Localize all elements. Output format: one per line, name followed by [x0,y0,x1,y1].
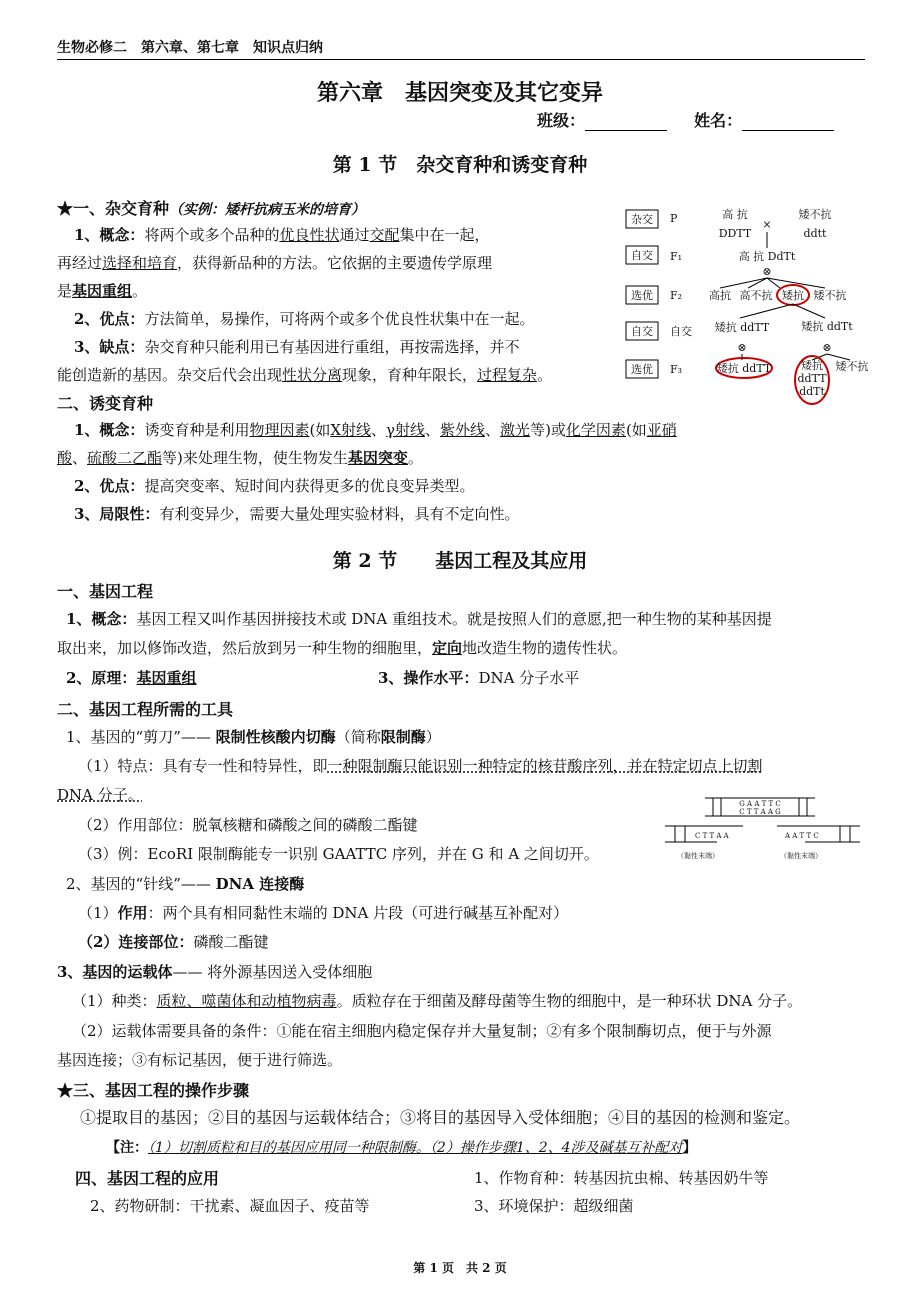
recognition-seq-bottom: C T T A A G [739,808,781,816]
scissors-feature-line2 [57,785,143,805]
cross-concept-line2 [57,253,492,273]
text: 、 [72,449,88,467]
underlined-term: 定向 [432,639,463,657]
concept-label: 1、概念： [74,421,145,439]
text: 基因工程又叫作基因拼接技术或 DNA 重组技术。就是按照人们的意愿,把一种生物的某种基因提 [136,610,772,628]
name-blank[interactable] [742,114,834,131]
f2-dwarf-resistant: 矮抗 [782,289,804,302]
underlined-term: 基因突变 [347,449,408,467]
mut-advantage [74,476,474,496]
underlined-term: 质粒、噬菌体和动植物病毒 [156,992,337,1010]
underlined-term: γ射线 [386,421,425,439]
gen-self: 自交 [670,325,692,338]
text: ） [425,728,441,746]
advantage-text: 提高突变率、短时间内获得更多的优良变异类型。 [144,477,475,495]
tool-vector [57,962,372,982]
text: （简称 [335,728,381,746]
note-text: （1）切割质粒和目的基因应用同一种限制酶。（2）操作步骤1、2、4涉及碱基互补配对 [148,1140,683,1156]
text: ，获得新品种的方法。它依据的主要遗传学原理 [177,254,493,272]
underlined-term: 激光 [500,421,531,439]
text: （1）特点：具有专一性和特异性，即 [78,757,328,775]
header-rule [57,59,865,60]
row-label-self: 自交 [631,249,653,262]
text: 能创造新的基因。杂交后代会出现 [57,366,283,384]
text: 、 [485,421,501,439]
chapter-title: 第六章 基因突变及其它变异 [316,80,603,106]
text: 。质粒存在于细菌及酵母菌等生物的细胞中，是一种环状 DNA 分子。 [336,992,803,1010]
text: 。 [537,366,553,384]
heading-genetic-engineering: 一、基因工程 [57,582,154,601]
advantage-label: 2、优点： [74,310,145,328]
scissors-site: （2）作用部位：脱氧核糖和磷酸之间的磷酸二酯键 [78,816,418,834]
advantage-label: 2、优点： [74,477,145,495]
concept-label: 1、概念： [74,226,145,244]
vector-conditions-line1: （2）运载体需要具备的条件：①能在宿主细胞内稳定保存并大量复制；②有多个限制酶切点，便于与外源 [72,1022,772,1040]
heading-crossbreeding [57,196,365,219]
tool-needle [66,874,304,894]
ge-principle [66,668,196,688]
text: 2、基因的“针线”—— [66,875,211,893]
ge-level [378,668,579,688]
text: （1） [78,904,118,922]
f3-mid-ddTt: ddTt [799,385,825,398]
text: 再经过 [57,254,103,272]
text: 。 [132,282,148,300]
sticky-end-right-seq: A A T T C [785,832,819,840]
underlined-term: 交配 [369,226,400,244]
row-label-self2: 自交 [631,325,653,338]
page-number: 第 1 页 共 2 页 [413,1261,507,1275]
underlined-term: 选择和培育 [102,254,178,272]
recognition-seq-top: G A A T T C [739,800,781,808]
text: 诱变育种是利用 [144,421,250,439]
parent-left: 高 抗 [722,208,748,221]
principle-label: 2、原理： [66,669,137,687]
text: (如 [309,421,331,439]
vector-conditions-line2: 基因连接；③有标记基因，便于进行筛选。 [57,1051,343,1069]
application-environment: 3、环境保护：超级细菌 [474,1197,634,1215]
text: 1、基因的“剪刀”—— [66,728,211,746]
note-close: 】 [682,1140,697,1156]
f3-mid-label: 矮抗 [801,359,823,372]
self-symbol: ⊗ [822,341,832,354]
heading-text: ★一、杂交育种 [57,199,170,218]
disadvantage-label: 3、缺点： [74,338,145,356]
underlined-term: 紫外线 [440,421,486,439]
f3-right: 矮不抗 [835,360,869,373]
class-blank[interactable] [585,114,667,131]
section2-title: 第 2 节 基因工程及其应用 [332,550,588,572]
parent-left-genotype: DDTT [718,227,752,240]
limit-label: 3、局限性： [74,505,160,523]
heading-example: （实例：矮杆抗病玉米的培育） [169,202,366,218]
scissors-feature-line1 [78,756,763,776]
row-label-select: 选优 [631,289,653,302]
underlined-term: 优良性状 [279,226,340,244]
f1-label: 高 抗 DdTt [738,250,796,263]
class-field [537,111,834,131]
mut-limitation [74,504,519,524]
row-label-cross: 杂交 [631,213,653,226]
action-label: 作用 [117,904,148,922]
text: 取出来，加以修饰改造，然后放到另一种生物的细胞里， [57,639,433,657]
underlined-term: 基因重组 [72,282,133,300]
branch-line [748,278,767,288]
site-label: （2）连接部位： [78,933,194,951]
sticky-end-right-label: （黏性末端） [780,852,822,860]
text: 等)来处理生物，使生物发生 [162,449,348,467]
enzyme-name: DNA 连接酶 [215,875,305,893]
f3-mid-ddTT: ddTT [797,372,827,385]
cross-disadvantage-line1 [74,337,519,357]
enzyme-short: 限制酶 [380,728,426,746]
breeding-diagram [620,200,870,410]
underlined-term: 硫酸二乙酯 [87,449,163,467]
parent-right-genotype: ddtt [803,227,827,240]
text: 将两个或多个品种的 [144,226,280,244]
underlined-term: 酸 [57,449,73,467]
mut-concept-line2 [57,448,423,468]
text: 集中在一起， [399,226,490,244]
level-label: 3、操作水平： [378,669,479,687]
concept-label: 1、概念： [66,610,137,628]
cross-disadvantage-line2 [57,365,552,385]
heading-applications: 四、基因工程的应用 [75,1169,220,1188]
cross-symbol: × [762,218,772,231]
branch-line [793,304,825,318]
running-header: 生物必修二 第六章、第七章 知识点归纳 [57,40,323,56]
selected-ddTT: 矮抗 ddTT [714,321,770,334]
heading-mutation: 二、诱变育种 [57,394,154,413]
branch-line [740,304,793,318]
ecori-diagram [665,790,865,862]
name-label: 姓名： [694,111,743,130]
cross-concept-line3 [57,281,147,301]
text: （1）种类： [72,992,157,1010]
sticky-end-left-label: （黏性末端） [677,852,719,860]
sticky-end-left-seq: C T T A A [695,832,729,840]
text: 杂交育种只能利用已有基因进行重组，再按需选择，并不 [144,338,520,356]
underlined-term: 亚硝 [646,421,677,439]
selected-ddTt: 矮抗 ddTt [801,320,853,333]
text: 现象，育种年限长， [342,366,478,384]
application-drug: 2、药物研制：干扰素、凝血因子、疫苗等 [90,1197,370,1215]
text: ：两个具有相同黏性末端的 DNA 片段（可进行碱基互补配对） [147,904,569,922]
text: 通过 [339,226,370,244]
note-label: 【注： [106,1140,148,1156]
underlined-term: 一种限制酶只能识别一种特定的核苷酸序列，并在特定切点上切割 [327,757,763,775]
cross-concept-line1 [74,225,490,245]
steps-text: ①提取目的基因；②目的基因与运载体结合；③将目的基因导入受体细胞；④目的基因的检测和鉴定。 [80,1108,801,1127]
limit-text: 有利变异少，需要大量处理实验材料，具有不定向性。 [159,505,520,523]
underlined-term: 过程复杂 [477,366,538,384]
vector-label: 3、基因的运载体 [57,963,173,981]
f2-tall-susceptible: 高不抗 [739,289,773,302]
branch-line [720,278,767,288]
f3-left: 矮抗 ddTT [716,362,772,375]
f2-dwarf-susceptible: 矮不抗 [813,289,847,302]
self-symbol: ⊗ [762,265,772,278]
mut-concept-line1 [74,420,677,440]
underlined-term: X射线 [330,421,372,439]
ge-concept-line1 [66,609,772,629]
underlined-term: 化学因素 [565,421,626,439]
text: 是 [57,282,73,300]
underlined-term: 物理因素 [249,421,310,439]
text: 、 [371,421,387,439]
ge-concept-line2 [57,638,627,658]
ligase-site [78,932,268,952]
text: (如 [625,421,647,439]
gen-p: P [670,212,678,225]
application-crop: 1、作物育种：转基因抗虫棉、转基因奶牛等 [474,1169,769,1187]
underlined-term: 性状分离 [282,366,343,384]
text: 。 [407,449,423,467]
heading-steps: ★三、基因工程的操作步骤 [57,1081,250,1100]
underlined-term: DNA 分子。 [57,786,143,804]
cross-advantage [74,309,534,329]
scissors-example: （3）例：EcoRI 限制酶能专一识别 GAATTC 序列，并在 G 和 A 之间切开。 [78,845,599,863]
parent-right: 矮不抗 [798,208,832,221]
class-label: 班级： [537,111,586,130]
tool-scissors [66,727,441,747]
enzyme-name: 限制性核酸内切酶 [215,728,336,746]
text: —— 将外源基因送入受体细胞 [172,963,373,981]
section1-title: 第 1 节 杂交育种和诱变育种 [332,154,588,176]
note-line [106,1137,697,1157]
self-symbol: ⊗ [737,341,747,354]
vector-kinds [72,991,802,1011]
text: 等)或 [530,421,566,439]
gen-f1: F₁ [670,250,683,263]
principle-value: 基因重组 [136,669,197,687]
text: 地改造生物的遗传性状。 [462,639,628,657]
row-label-select2: 选优 [631,363,653,376]
gen-f3: F₃ [670,363,683,376]
f2-tall-resistant: 高抗 [709,289,731,302]
site-value: 磷酸二酯键 [193,933,269,951]
text: 、 [425,421,441,439]
advantage-text: 方法简单，易操作，可将两个或多个优良性状集中在一起。 [144,310,535,328]
branch-line [767,278,825,288]
gen-f2: F₂ [670,289,683,302]
ligase-action [78,903,568,923]
heading-tools: 二、基因工程所需的工具 [57,700,234,719]
level-value: DNA 分子水平 [478,669,580,687]
